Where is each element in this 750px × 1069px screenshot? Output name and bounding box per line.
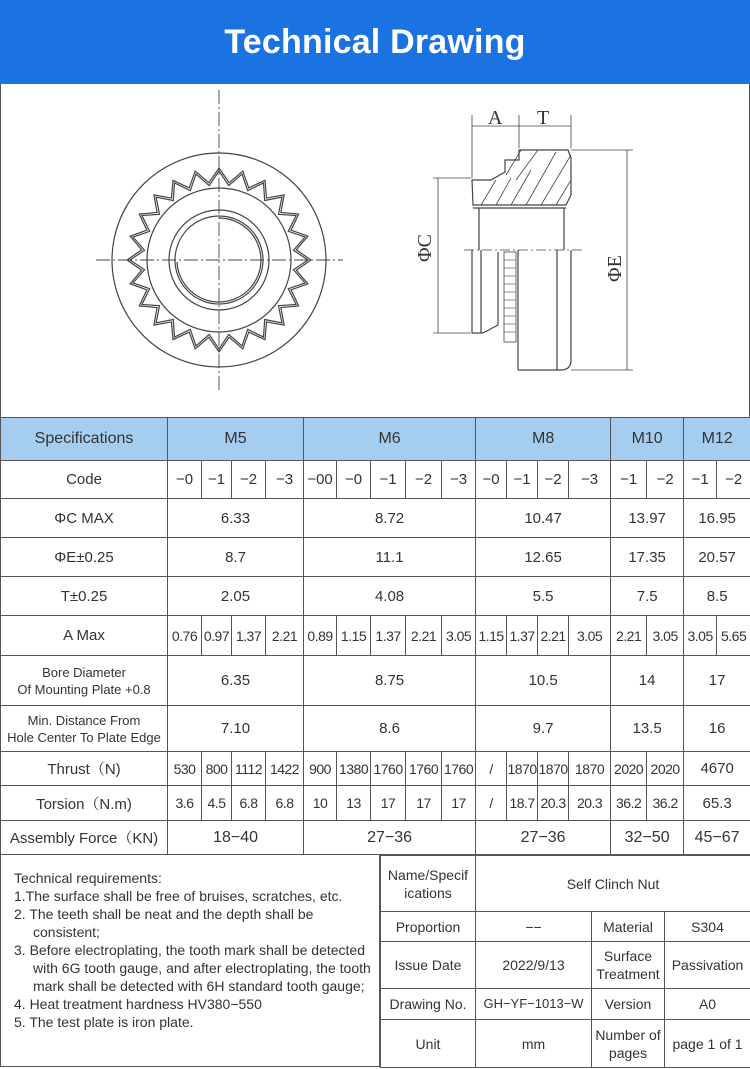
- surface-label-line: Surface: [603, 948, 653, 964]
- front-view-drawing: [96, 90, 343, 392]
- specification-table: [0, 417, 750, 855]
- value-cell: 3.6: [168, 786, 202, 821]
- value-cell: 45−67: [684, 821, 750, 855]
- value-cell: 11.1: [304, 538, 476, 577]
- code-cell: −3: [569, 461, 611, 499]
- value-cell: 1.37: [232, 616, 266, 656]
- value-cell: 18.7: [507, 786, 538, 821]
- value-cell: 6.33: [168, 499, 304, 538]
- name-label: [381, 856, 476, 912]
- code-cell: −2: [647, 461, 684, 499]
- code-cell: −00: [304, 461, 337, 499]
- surface-label-line: Treatment: [596, 966, 660, 982]
- table-row-e: [1, 538, 750, 577]
- row-label: [1, 706, 168, 752]
- value-cell: 8.6: [304, 706, 476, 752]
- name-label-line: Name/Specif: [387, 866, 469, 883]
- value-cell: 17: [371, 786, 406, 821]
- requirement-item: 4. Heat treatment hardness HV380−550: [14, 996, 262, 1012]
- value-cell: 2.05: [168, 577, 304, 616]
- row-label: A Max: [1, 616, 168, 656]
- row-label-line: Bore Diameter: [42, 664, 126, 680]
- material-label: Material: [592, 912, 665, 942]
- value-cell: 8.72: [304, 499, 476, 538]
- value-cell: 1870: [538, 752, 569, 786]
- value-cell: 3.05: [569, 616, 611, 656]
- requirement-item: 2. The teeth shall be neat and the depth shall be consistent;: [14, 906, 314, 940]
- proportion-value: −−: [476, 912, 592, 942]
- code-cell: −2: [538, 461, 569, 499]
- header-m5: M5: [168, 418, 304, 461]
- value-cell: 8.75: [304, 656, 476, 706]
- value-cell: 1.37: [371, 616, 406, 656]
- row-label: Thrust（N): [1, 752, 168, 786]
- value-cell: 18−40: [168, 821, 304, 855]
- value-cell: 27−36: [304, 821, 476, 855]
- value-cell: 0.89: [304, 616, 337, 656]
- value-cell: 4.08: [304, 577, 476, 616]
- value-cell: 20.3: [538, 786, 569, 821]
- header-m8: M8: [476, 418, 611, 461]
- code-cell: −3: [442, 461, 476, 499]
- code-cell: −2: [232, 461, 266, 499]
- value-cell: 1422: [266, 752, 304, 786]
- value-cell: 16.95: [684, 499, 750, 538]
- value-cell: 9.7: [476, 706, 611, 752]
- value-cell: 20.3: [569, 786, 611, 821]
- value-cell: 4.5: [202, 786, 232, 821]
- requirement-item: 5. The test plate is iron plate.: [14, 1014, 194, 1030]
- code-cell: −3: [266, 461, 304, 499]
- value-cell: 4670: [684, 752, 750, 786]
- value-cell: 13.5: [611, 706, 684, 752]
- proportion-label: Proportion: [381, 912, 476, 942]
- value-cell: 7.5: [611, 577, 684, 616]
- material-value: S304: [665, 912, 750, 942]
- requirement-item: 1.The surface shall be free of bruises, scratches, etc.: [14, 888, 343, 904]
- value-cell: 1112: [232, 752, 266, 786]
- row-label-line: Of Mounting Plate +0.8: [17, 681, 151, 697]
- value-cell: 1760: [442, 752, 476, 786]
- row-label: ΦE±0.25: [1, 538, 168, 577]
- value-cell: 800: [202, 752, 232, 786]
- value-cell: 13: [337, 786, 371, 821]
- value-cell: 2.21: [538, 616, 569, 656]
- value-cell: 2020: [611, 752, 647, 786]
- value-cell: 3.05: [442, 616, 476, 656]
- drawing-no-value: GH−YF−1013−W: [476, 989, 592, 1020]
- value-cell: 8.7: [168, 538, 304, 577]
- title-block-row: [381, 912, 750, 942]
- requirement-item: 3. Before electroplating, the tooth mark shall be detected with 6G tooth gauge, and after electroplating, the tooth mark shall be detected with 6H standard tooth gauge;: [14, 942, 371, 994]
- value-cell: 32−50: [611, 821, 684, 855]
- technical-drawing: [0, 84, 750, 417]
- value-cell: 36.2: [611, 786, 647, 821]
- value-cell: 0.76: [168, 616, 202, 656]
- value-cell: 2020: [647, 752, 684, 786]
- technical-requirements: [0, 855, 380, 1067]
- value-cell: 13.97: [611, 499, 684, 538]
- header-banner: [0, 0, 750, 84]
- row-label: Code: [1, 461, 168, 499]
- issue-date-label: Issue Date: [381, 942, 476, 989]
- code-cell: −1: [507, 461, 538, 499]
- dimension-c-label: ΦC: [414, 234, 436, 262]
- dimension-a-label: A: [488, 107, 503, 129]
- row-label-line: Hole Center To Plate Edge: [7, 729, 161, 745]
- title-block: [380, 855, 750, 1068]
- pages-label-line: pages: [608, 1044, 648, 1061]
- value-cell: 2.21: [406, 616, 442, 656]
- value-cell: 1380: [337, 752, 371, 786]
- table-row-c-max: [1, 499, 750, 538]
- value-cell: 10.47: [476, 499, 611, 538]
- value-cell: 7.10: [168, 706, 304, 752]
- value-cell: /: [476, 786, 507, 821]
- unit-label: Unit: [381, 1020, 476, 1068]
- pages-label: [592, 1020, 665, 1068]
- value-cell: 10.5: [476, 656, 611, 706]
- page-title: Technical Drawing: [224, 22, 526, 61]
- table-row-thrust: [1, 752, 750, 786]
- value-cell: /: [476, 752, 507, 786]
- value-cell: 10: [304, 786, 337, 821]
- table-row-t: [1, 577, 750, 616]
- table-row-bore-diameter: [1, 656, 750, 706]
- issue-date-value: 2022/9/13: [476, 942, 592, 989]
- value-cell: 6.8: [232, 786, 266, 821]
- value-cell: 900: [304, 752, 337, 786]
- code-cell: −2: [717, 461, 750, 499]
- drawing-no-label: Drawing No.: [381, 989, 476, 1020]
- row-label: Torsion（N.m): [1, 786, 168, 821]
- table-row-min-distance: [1, 706, 750, 752]
- code-cell: −1: [684, 461, 717, 499]
- row-label: T±0.25: [1, 577, 168, 616]
- value-cell: 36.2: [647, 786, 684, 821]
- value-cell: 27−36: [476, 821, 611, 855]
- value-cell: 2.21: [266, 616, 304, 656]
- name-label-line: ications: [404, 884, 452, 901]
- value-cell: 1.15: [476, 616, 507, 656]
- value-cell: 1760: [371, 752, 406, 786]
- value-cell: 5.5: [476, 577, 611, 616]
- title-block-row: [381, 989, 750, 1020]
- value-cell: 0.97: [202, 616, 232, 656]
- value-cell: 17: [684, 656, 750, 706]
- pages-label-line: Number of: [595, 1026, 661, 1043]
- value-cell: 530: [168, 752, 202, 786]
- table-header-row: [1, 418, 750, 461]
- table-row-torsion: [1, 786, 750, 821]
- value-cell: 17: [442, 786, 476, 821]
- code-cell: −2: [406, 461, 442, 499]
- title-block-row: [381, 856, 750, 912]
- value-cell: 5.65: [717, 616, 750, 656]
- dimension-e-label: ΦE: [604, 255, 626, 282]
- header-m12: M12: [684, 418, 750, 461]
- drawing-canvas: [1, 84, 749, 417]
- version-label: Version: [592, 989, 665, 1020]
- row-label-line: Min. Distance From: [27, 712, 141, 728]
- value-cell: 1870: [569, 752, 611, 786]
- value-cell: 1.15: [337, 616, 371, 656]
- value-cell: 65.3: [684, 786, 750, 821]
- dimension-t-label: T: [537, 107, 550, 129]
- row-label: ΦC MAX: [1, 499, 168, 538]
- value-cell: 12.65: [476, 538, 611, 577]
- value-cell: 3.05: [647, 616, 684, 656]
- code-cell: −0: [168, 461, 202, 499]
- name-value: Self Clinch Nut: [476, 856, 750, 912]
- requirements-title: Technical requirements:: [14, 870, 162, 886]
- value-cell: 6.35: [168, 656, 304, 706]
- value-cell: 6.8: [266, 786, 304, 821]
- value-cell: 1870: [507, 752, 538, 786]
- value-cell: 17: [406, 786, 442, 821]
- value-cell: 3.05: [684, 616, 717, 656]
- table-row-assembly-force: [1, 821, 750, 855]
- unit-value: mm: [476, 1020, 592, 1068]
- value-cell: 17.35: [611, 538, 684, 577]
- value-cell: 8.5: [684, 577, 750, 616]
- table-row-code: [1, 461, 750, 499]
- header-m6: M6: [304, 418, 476, 461]
- bottom-section: [0, 855, 750, 1069]
- value-cell: 1.37: [507, 616, 538, 656]
- title-block-row: [381, 1020, 750, 1068]
- code-cell: −1: [202, 461, 232, 499]
- surface-treatment-label: [592, 942, 665, 989]
- code-cell: −0: [476, 461, 507, 499]
- value-cell: 14: [611, 656, 684, 706]
- value-cell: 2.21: [611, 616, 647, 656]
- surface-treatment-value: Passivation: [665, 942, 750, 989]
- header-m10: M10: [611, 418, 684, 461]
- value-cell: 20.57: [684, 538, 750, 577]
- title-block-row: [381, 942, 750, 989]
- pages-value: page 1 of 1: [665, 1020, 750, 1068]
- table-row-a-max: [1, 616, 750, 656]
- code-cell: −1: [371, 461, 406, 499]
- row-label: [1, 656, 168, 706]
- side-view-drawing: [433, 115, 633, 370]
- version-value: A0: [665, 989, 750, 1020]
- row-label: Assembly Force（KN): [1, 821, 168, 855]
- header-specifications: Specifications: [1, 418, 168, 461]
- value-cell: 16: [684, 706, 750, 752]
- code-cell: −0: [337, 461, 371, 499]
- value-cell: 1760: [406, 752, 442, 786]
- code-cell: −1: [611, 461, 647, 499]
